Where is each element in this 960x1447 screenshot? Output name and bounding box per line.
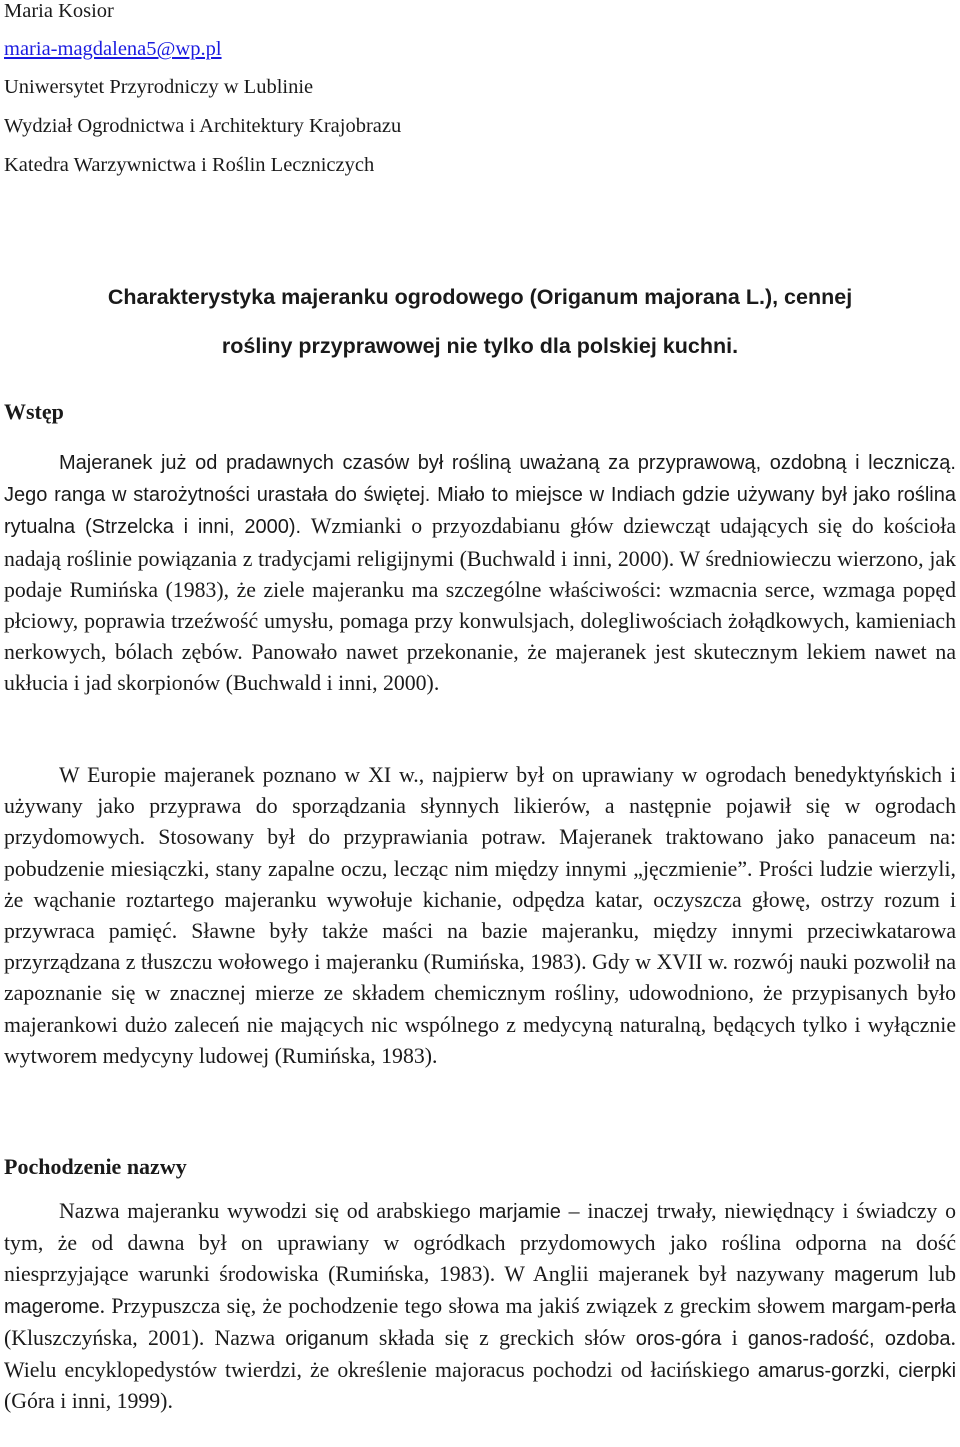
- term-oros: oros-góra: [635, 1327, 722, 1350]
- term-magerum: magerum: [834, 1263, 919, 1286]
- term-ganos: ganos-radość, ozdoba: [747, 1327, 951, 1350]
- section-heading-name-origin: Pochodzenie nazwy: [4, 1154, 187, 1179]
- term-margam: margam-perła: [831, 1295, 956, 1318]
- article-title-line-2: rośliny przyprawowej nie tylko dla polskiej kuchni.: [221, 334, 739, 358]
- article-title-line-1: Charakterystyka majeranku ogrodowego (Origanum majorana L.), cennej: [107, 285, 853, 309]
- intro-paragraph-1-text-a: Majeranek już od pradawnych czasów był rośliną uważaną za przyprawową, ozdobną i leczniczą. Jego ranga w starożytności urastała do świętej. Miało to miejsce w Indiach gdzie używany był jako roślina rytualna (Strzelcka i inni, 2000).: [4, 452, 956, 539]
- term-origanum: origanum: [285, 1327, 369, 1350]
- faculty-name: Wydział Ogrodnictwa i Architektury Krajobrazu: [4, 115, 402, 137]
- term-majoracus: majoracus: [435, 1357, 525, 1382]
- intro-paragraph-2: [4, 760, 956, 1072]
- section-heading-intro: Wstęp: [4, 399, 64, 424]
- term-magerome: magerome: [4, 1295, 100, 1318]
- name-origin-paragraph: Nazwa majeranku wywodzi się od arabskiego marjamie – inaczej trwały, niewiędnący i świadczy o tym, że od dawna był on uprawiany w ogródkach przydomowych jako roślina odporna na dość niesprzyjające warunki środowiska (Rumińska, 1983). W Anglii majeranek był nazywany magerum lub magerome. Przypuszcza się, że pochodzenie tego słowa ma jakiś związek z greckim słowem margam-perła (Kluszczyńska, 2001). Nazwa origanum składa się z greckich słów oros-góra i ganos-radość, ozdoba. Wielu encyklopedystów twierdzi, że określenie majoracus pochodzi od łacińskiego amarus-gorzki, cierpki (Góra i inni, 1999).: [4, 1199, 957, 1414]
- university-name: Uniwersytet Przyrodniczy w Lublinie: [4, 76, 314, 98]
- intro-paragraph-2-text: W Europie majeranek poznano w XI w., najpierw był on uprawiany w ogrodach benedyktyńskich i używany jako przyprawa do sporządzania słynnych likierów, a następnie pojawił się w ogrodach przydomowych. Stosowany był do przyprawiania potraw. Majeranek traktowano jako panaceum na: pobudzenie miesiączki, stany zapalne oczu, lecząc nim między innymi „jęczmienie”. Prości ludzie wierzyli, że wąchanie roztartego majeranku wywołuje kichanie, odpędza katar, oczyszcza głowę, ostrzy rozum i przywraca pamięć. Sławne były także maści na bazie majeranku, między innymi przeciwkatarowa przyrządzana z tłuszczu wołowego i majeranku (Rumińska, 1983). Gdy w XVII w. rozwój nauki pozwolił na zapoznanie się w znacznej mierze ze składem chemicznym rośliny, udowodniono, że przypisanych było majerankowi dużo zaleceń nie mających nic wspólnego z medycyną naturalną, będących tylko i wyłącznie wytworem medycyny ludowej (Rumińska, 1983).: [4, 763, 956, 1068]
- intro-paragraph-1-text-b: Wzmianki o przyozdabianu głów dziewcząt udających się do kościoła nadają roślinie powiązania z tradycjami religijnymi (Buchwald i inni, 2000). W średniowieczu wierzono, jak podaje Rumińska (1983), że ziele majeranku ma szczególne właściwości: wzmacnia serce, wzmaga popęd płciowy, poprawia trzeźwość umysłu, pomaga przy konwulsjach, dolegliwościach żołądkowych, kamieniach nerkowych, bólach zębów. Panowało nawet przekonanie, że majeranek jest skutecznym lekiem nawet na ukłucia i jad skorpionów (Buchwald i inni, 2000).: [4, 514, 956, 696]
- author-name: Maria Kosior: [4, 0, 114, 22]
- term-marjamie: marjamie: [478, 1201, 561, 1223]
- term-amarus: amarus-gorzki, cierpki: [757, 1359, 957, 1382]
- email-link[interactable]: maria-magdalena5@wp.pl: [4, 38, 222, 60]
- intro-paragraph-1: [4, 447, 956, 700]
- department-name: Katedra Warzywnictwa i Roślin Leczniczych: [4, 154, 375, 176]
